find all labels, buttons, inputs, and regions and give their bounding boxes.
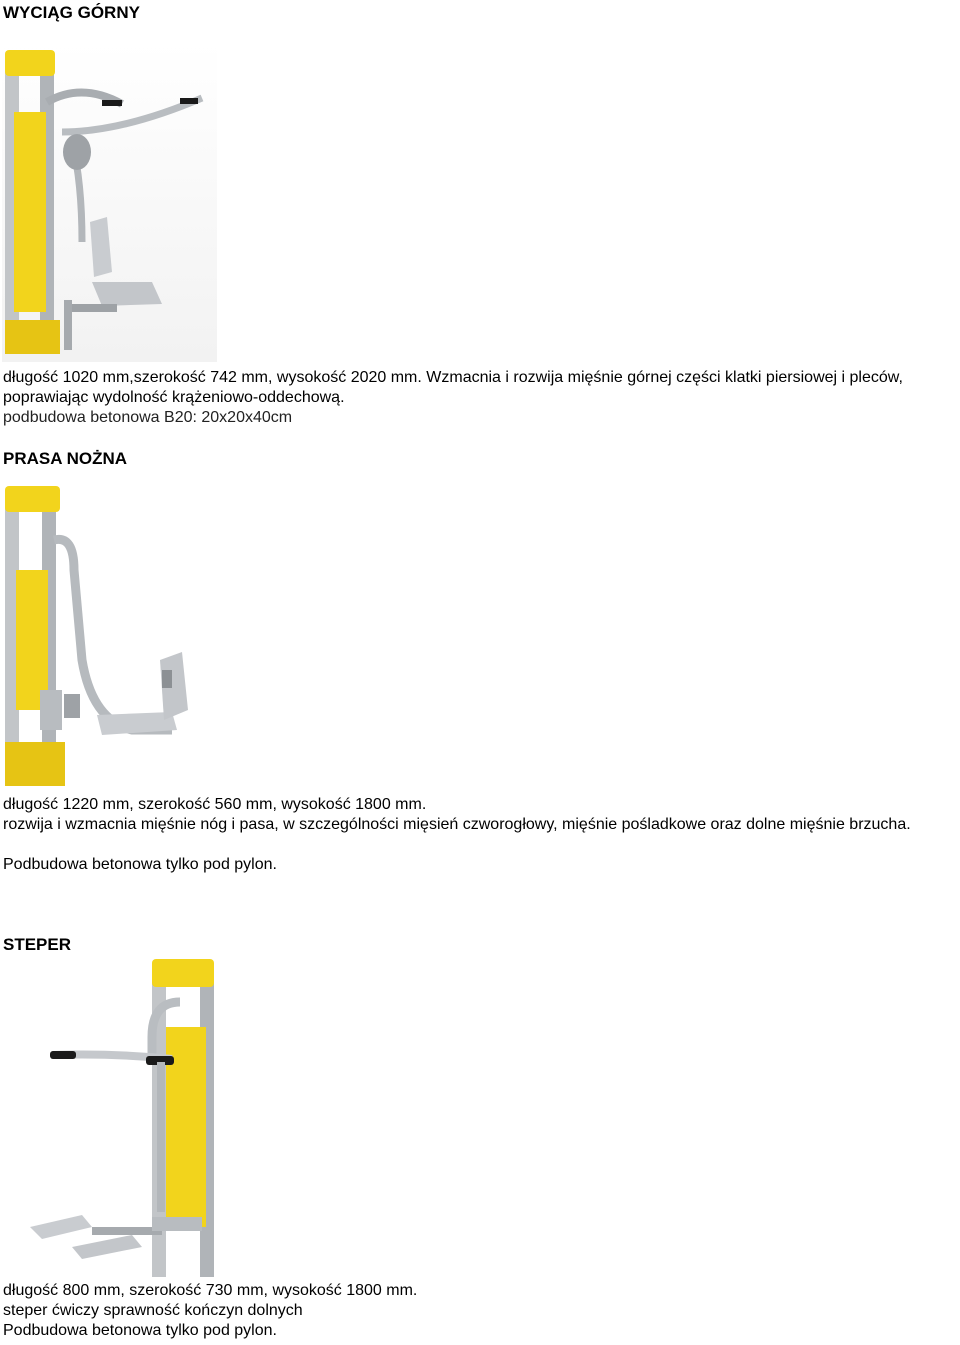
machine-image-upper-pull bbox=[2, 42, 217, 362]
section-description-line-1: długość 1020 mm,szerokość 742 mm, wysokość 2020 mm. Wzmacnia i rozwija mięśnie górnej części klatki piersiowej i pleców, poprawiając wydolność krążeniowo-oddechową. bbox=[3, 369, 903, 406]
section-description-line-3: Podbudowa betonowa tylko pod pylon. bbox=[3, 856, 277, 873]
machine-image-stepper bbox=[2, 957, 217, 1279]
section-title-wyciag-gorny: WYCIĄG GÓRNY bbox=[3, 3, 140, 22]
machine-image-leg-press bbox=[2, 480, 217, 792]
section-description-line-3: Podbudowa betonowa tylko pod pylon. bbox=[3, 1322, 277, 1339]
section-description-line-1: długość 1220 mm, szerokość 560 mm, wysokość 1800 mm. bbox=[3, 796, 427, 813]
section-description-line-1: długość 800 mm, szerokość 730 mm, wysokość 1800 mm. bbox=[3, 1282, 418, 1299]
section-title-prasa-nozna: PRASA NOŻNA bbox=[3, 449, 128, 468]
section-description-line-2: podbudowa betonowa B20: 20x20x40cm bbox=[3, 409, 293, 426]
section-description-line-2: steper ćwiczy sprawność kończyn dolnych bbox=[3, 1302, 303, 1319]
section-title-steper: STEPER bbox=[3, 935, 72, 954]
section-description-line-2: rozwija i wzmacnia mięśnie nóg i pasa, w szczególności mięsień czworogłowy, mięśnie pośladkowe oraz dolne mięśnie brzucha. bbox=[3, 816, 911, 833]
